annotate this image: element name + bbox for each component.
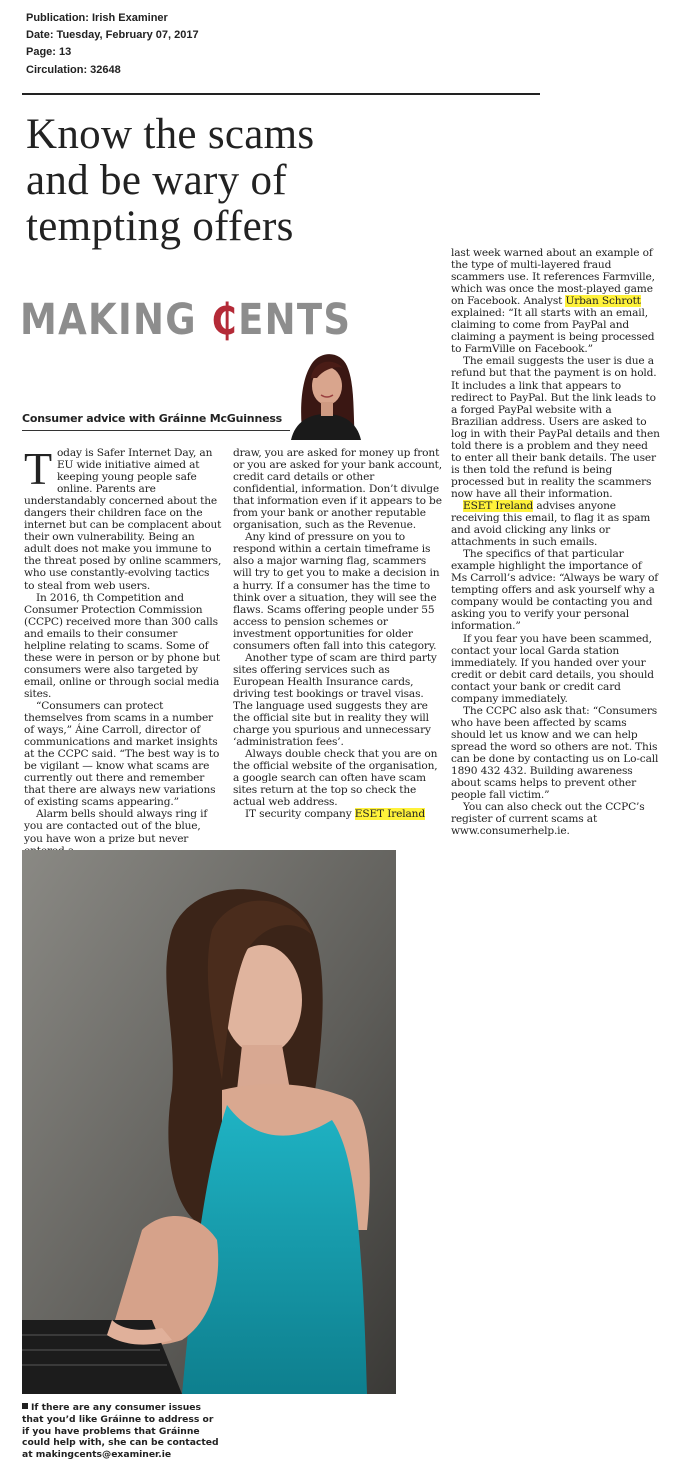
author-portrait <box>283 348 369 440</box>
paragraph: Another type of scam are third party sites offering services such as European Health Insurance cards, driving test bookings or travel visas. The language used suggests they are the official site but in reality they will charge you spurious and unnecessary ‘administration fees’. <box>233 651 437 749</box>
paragraph: The specifics of that particular example highlight the importance of Ms Carroll’s advice: “Always be wary of tempting offers and ask yourself why a company would be contacting you and asking you to verify your personal information.” <box>451 548 659 633</box>
paragraph-text: IT security company <box>245 808 355 821</box>
article-photo <box>22 850 396 1394</box>
highlighted-company-name: ESET Ireland <box>463 499 534 512</box>
drop-cap: T <box>24 443 52 494</box>
paragraph: You can also check out the CCPC’s register of current scams at www.consumerhelp.ie. <box>451 801 645 838</box>
headline-line-3: tempting offers <box>26 203 294 250</box>
header-divider <box>22 93 540 95</box>
paragraph: Any kind of pressure on you to respond within a certain timeframe is also a major warning flag, scammers will try to get you to make a decision in a hurry. If a consumer has the time to think over a situation, they will see the flaws. Scams offering people under 55 access to pension schemes or investment opportunities for older consumers often fall into this category. <box>233 531 440 652</box>
byline-divider <box>22 430 290 431</box>
headline-line-2: and be wary of <box>26 157 287 204</box>
paragraph <box>233 808 442 820</box>
photo-caption <box>22 1402 222 1461</box>
column-brand-logo <box>20 295 352 345</box>
date-label: Date: Tuesday, February 07, 2017 <box>26 29 199 41</box>
paragraph-text: oday is Safer Internet Day, an EU wide initiative aimed at keeping young people safe online. Parents are understandably concerned about the dangers their children face on the internet but can be complacent about their own vulnerability. Being an adult does not make you immune to the threat posed by online scammers, who use constantly-evolving tactics to steal from web users. <box>24 447 222 592</box>
caption-text: If there are any consumer issues that you’d like Gráinne to address or if you have problems that Gráinne could help with, she can be contacted at makingcents@examiner.ie <box>22 1402 219 1461</box>
paragraph-text: advises anyone receiving this email, to flag it as spam and avoid clicking any links or attachments in such emails. <box>451 499 651 549</box>
paragraph: The CCPC also ask that: “Consumers who have been affected by scams should let us know and we can help spread the word so others are not. This can be done by contacting us on Lo-call 1890 432 432. Building awareness about scams helps to prevent other people fall victim.” <box>451 704 659 802</box>
paragraph <box>451 247 660 355</box>
publication-label: Publication: Irish Examiner <box>26 12 168 24</box>
paragraph: “Consumers can protect themselves from scams in a number of ways,” Áine Carroll, director of communications and market insights at the CCPC said. “The best way is to be vigilant — know what scams are currently out there and remember that there are always new variations of existing scams appearing.” <box>24 699 220 809</box>
circulation-label: Circulation: 32648 <box>26 64 121 76</box>
brand-cent-glyph: ₵ <box>211 295 239 345</box>
paragraph: If you fear you have been scammed, contact your local Garda station immediately. If you handed over your credit or debit card details, you should contact your bank or credit card company immediately. <box>451 632 654 705</box>
article-column-3 <box>451 247 660 837</box>
paragraph <box>24 443 222 592</box>
highlighted-company-name: ESET Ireland <box>354 808 425 821</box>
paragraph: Alarm bells should always ring if you are contacted out of the blue, you have won a prize but never <box>24 808 208 845</box>
brand-text-part-2: ENTS <box>238 295 352 345</box>
page-label: Page: 13 <box>26 46 72 58</box>
highlighted-analyst-name: Urban Schrott <box>565 295 641 308</box>
article-column-2 <box>233 447 442 820</box>
paragraph: Always double check that you are on the official website of the organisation, a google search can often have scam sites return at the top so check the actual web address. <box>233 748 438 809</box>
paragraph: draw, you are asked for money up front or you are asked for your bank account, credit card details or other confidential, information. Don’t divulge that information even if it appears to be from your bank or another reputable organisation, such as the Revenue. <box>233 447 443 532</box>
caption-bullet-icon <box>22 1403 28 1409</box>
author-portrait-illustration <box>283 348 369 440</box>
paragraph-text: last week warned about an example of the type of multi-layered fraud scammers use. It references Farmville, which was once the most-played game on Facebook. Analyst <box>451 247 655 308</box>
brand-text-part-1: MAKING <box>20 295 212 345</box>
paragraph: The email suggests the user is due a refund but that the payment is on hold. It includes a link that appears to redirect to PayPal. But the link leads to a forged PayPal website with a Brazilian address. Users are asked to log in with their PayPal details and then told there is a problem and they need to enter all their bank details. The user is then told the refund is being processed but in reality the scammers now have all their information. <box>451 355 660 500</box>
article-headline <box>26 112 446 250</box>
paragraph <box>451 500 660 548</box>
paragraph: In 2016, th Competition and Consumer Protection Commission (CCPC) received more than 300 calls and emails to their consumer helpline relating to scams. Some of these were in person or by phone but consumers were also targeted by email, online or through social media sites. <box>24 591 221 700</box>
article-column-1 <box>24 443 222 857</box>
byline: Consumer advice with Gráinne McGuinness <box>22 412 283 425</box>
paragraph-text: explained: “It all starts with an email, claiming to come from PayPal and claiming a payment is being processed to FarmVille on Facebook.” <box>451 307 655 356</box>
woman-at-keyboard-photo <box>22 850 396 1394</box>
headline-line-1: Know the scams <box>26 111 315 158</box>
